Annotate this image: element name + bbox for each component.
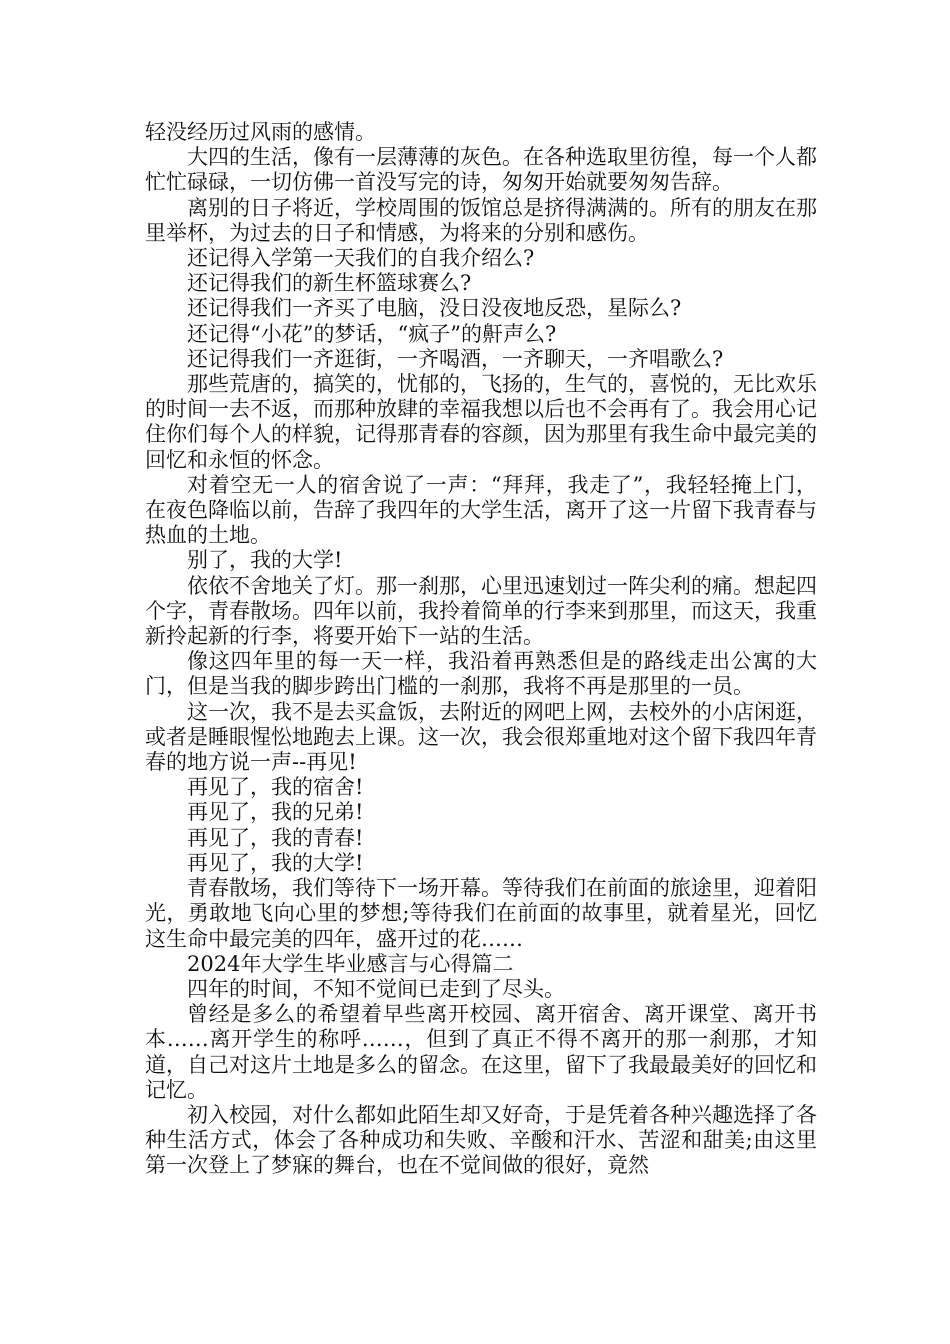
paragraph-youth-ends: 青春散场，我们等待下一场开幕。等待我们在前面的旅途里，迎着阳光，勇敢地飞向心里的梦想;等待我们在前面的故事里，就着星光，回忆这生命中最完美的四年，盛开过的花…… <box>145 876 817 951</box>
paragraph-senior-life: 大四的生活，像有一层薄薄的灰色。在各种选取里彷徨，每一个人都忙忙碌碌，一切仿佛一首没写完的诗，匆匆开始就要匆匆告辞。 <box>145 145 817 195</box>
paragraph-goodbye-dorm: 再见了，我的宿舍! <box>187 775 364 800</box>
paragraph-four-years: 四年的时间，不知不觉间已走到了尽头。 <box>187 976 565 1001</box>
paragraph-wish-to-leave: 曾经是多么的希望着早些离开校园、离开宿舍、离开课堂、离开书本……离开学生的称呼……，但到了真正不得不离开的那一刹那，才知道，自己对这片土地是多么的留念。在这里，留下了我最最美好的回忆和记忆。 <box>145 1002 817 1102</box>
document-page <box>145 120 817 1179</box>
paragraph-remember-computer: 还记得我们一齐买了电脑，没日没夜地反恐，星际么? <box>187 296 682 321</box>
paragraph-remember-roommates: 还记得“小花”的梦话，“疯子”的鼾声么? <box>187 321 557 346</box>
paragraph-happy-times: 那些荒唐的，搞笑的，忧郁的，飞扬的，生气的，喜悦的，无比欢乐的时间一去不返，而那种放肆的幸福我想以后也不会再有了。我会用心记住你们每个人的样貌，记得那青春的容颜，因为那里有我生命中最完美的回忆和永恒的怀念。 <box>145 372 817 472</box>
section-heading: 2024年大学生毕业感言与心得篇二 <box>187 951 514 976</box>
paragraph-last-walk: 像这四年里的每一天一样，我沿着再熟悉但是的路线走出公寓的大门，但是当我的脚步跨出门槛的一刹那，我将不再是那里的一员。 <box>145 649 817 699</box>
paragraph-remember-basketball: 还记得我们的新生杯篮球赛么? <box>187 271 472 296</box>
paragraph-leaving-dorm: 对着空无一人的宿舍说了一声：“拜拜，我走了”，我轻轻掩上门，在夜色降临以前，告辞了我四年的大学生活，离开了这一片留下我青春与热血的土地。 <box>145 472 817 548</box>
paragraph-goodbye-brothers: 再见了，我的兄弟! <box>187 800 364 825</box>
paragraph-continuation: 轻没经历过风雨的感情。 <box>145 120 376 144</box>
paragraph-goodbye-youth: 再见了，我的青春! <box>187 825 364 850</box>
paragraph-remember-outings: 还记得我们一齐逛街，一齐喝酒，一齐聊天，一齐唱歌么? <box>187 346 724 371</box>
paragraph-remember-intro: 还记得入学第一天我们的自我介绍么? <box>187 246 535 271</box>
paragraph-farewell-dinner: 离别的日子将近，学校周围的饭馆总是挤得满满的。所有的朋友在那里举杯，为过去的日子和情感，为将来的分别和感伤。 <box>145 195 817 245</box>
paragraph-turn-off-light: 依依不舍地关了灯。那一刹那，心里迅速划过一阵尖利的痛。想起四个字，青春散场。四年以前，我拎着简单的行李来到那里，而这天，我重新拎起新的行李，将要开始下一站的生活。 <box>145 573 817 649</box>
paragraph-goodbye-university: 别了，我的大学! <box>187 548 343 573</box>
paragraph-this-time: 这一次，我不是去买盒饭，去附近的网吧上网，去校外的小店闲逛，或者是睡眼惺忪地跑去上课。这一次，我会很郑重地对这个留下我四年青春的地方说一声--再见! <box>145 699 817 775</box>
paragraph-first-arrival: 初入校园，对什么都如此陌生却又好奇，于是凭着各种兴趣选择了各种生活方式，体会了各种成功和失败、辛酸和汗水、苦涩和甜美;由这里第一次登上了梦寐的舞台，也在不觉间做的很好，竟然 <box>145 1102 817 1178</box>
paragraph-goodbye-college: 再见了，我的大学! <box>187 850 364 875</box>
